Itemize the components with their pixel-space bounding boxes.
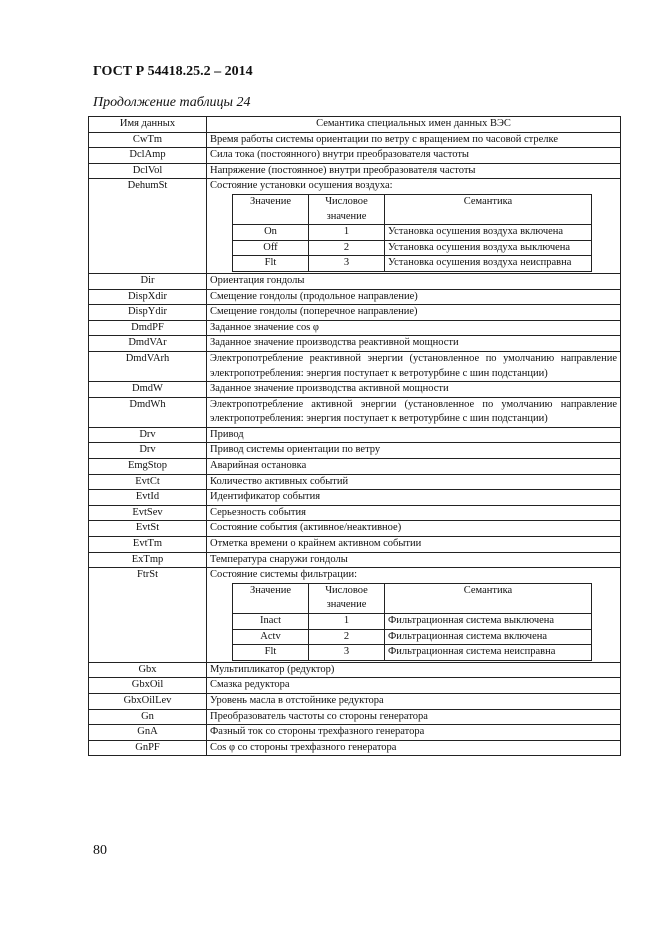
data-name-cell: EvtSev: [89, 505, 207, 521]
table-row: [89, 382, 621, 398]
data-name-cell: DmdWh: [89, 397, 207, 427]
sub-header-semantics: Семантика: [385, 194, 592, 224]
semantics-cell: Cos φ со стороны трехфазного генератора: [207, 740, 621, 756]
data-names-table: [88, 116, 621, 756]
semantics-cell: Время работы системы ориентации по ветру с вращением по часовой стрелке: [207, 132, 621, 148]
table-row: [89, 320, 621, 336]
table-row: [89, 490, 621, 506]
table-row: [89, 662, 621, 678]
sub-semantics-cell: Фильтрационная система выключена: [385, 614, 592, 630]
table-row: [89, 427, 621, 443]
semantics-cell: Фазный ток со стороны трехфазного генератора: [207, 725, 621, 741]
sub-row: [233, 256, 592, 272]
semantics-cell: Заданное значение производства активной мощности: [207, 382, 621, 398]
sub-number-cell: 2: [309, 629, 385, 645]
sub-header-row: [233, 583, 592, 613]
sub-value-cell: Actv: [233, 629, 309, 645]
page-number: 80: [93, 843, 107, 858]
data-name-cell: DmdVArh: [89, 351, 207, 381]
sub-row: [233, 240, 592, 256]
semantics-cell: Уровень масла в отстойнике редуктора: [207, 693, 621, 709]
semantics-cell: Смещение гондолы (поперечное направление): [207, 305, 621, 321]
sub-number-cell: 1: [309, 614, 385, 630]
sub-value-cell: On: [233, 225, 309, 241]
table-row: [89, 443, 621, 459]
data-name-cell: EmgStop: [89, 459, 207, 475]
sub-semantics-cell: Установка осушения воздуха включена: [385, 225, 592, 241]
data-name-cell: Dir: [89, 273, 207, 289]
sub-value-cell: Flt: [233, 256, 309, 272]
semantics-cell: Серьезность события: [207, 505, 621, 521]
data-name-cell: EvtTm: [89, 537, 207, 553]
sub-number-cell: 2: [309, 240, 385, 256]
table-row: [89, 552, 621, 568]
sub-value-cell: Off: [233, 240, 309, 256]
table-row: [89, 289, 621, 305]
semantics-cell: Состояние события (активное/неактивное): [207, 521, 621, 537]
sub-row: [233, 629, 592, 645]
sub-header-row: [233, 194, 592, 224]
column-header-name: Имя данных: [89, 117, 207, 133]
table-row-dehumst: [89, 179, 621, 274]
data-name-cell: DmdVAr: [89, 336, 207, 352]
sub-value-cell: Inact: [233, 614, 309, 630]
column-header-semantics: Семантика специальных имен данных ВЭС: [207, 117, 621, 133]
table-row: [89, 273, 621, 289]
semantics-cell: Электропотребление активной энергии (установленное по умолчанию направление электропотребления: энергия поступает к ветротурбине с шин подстанции): [207, 397, 621, 427]
data-name-cell: GnPF: [89, 740, 207, 756]
sub-value-cell: Flt: [233, 645, 309, 661]
sub-semantics-cell: Фильтрационная система включена: [385, 629, 592, 645]
sub-header-number: Числовое значение: [309, 583, 385, 613]
table-row: [89, 693, 621, 709]
semantics-cell: Заданное значение cos φ: [207, 320, 621, 336]
data-name-cell: DclVol: [89, 163, 207, 179]
semantics-cell: Количество активных событий: [207, 474, 621, 490]
semantics-cell: [207, 568, 621, 663]
semantics-cell: [207, 179, 621, 274]
semantics-cell: Привод системы ориентации по ветру: [207, 443, 621, 459]
sub-number-cell: 1: [309, 225, 385, 241]
sub-header-value: Значение: [233, 194, 309, 224]
table-row: [89, 505, 621, 521]
table-row: [89, 725, 621, 741]
semantics-cell: Привод: [207, 427, 621, 443]
filter-values-table: [232, 583, 592, 661]
sub-number-cell: 3: [309, 645, 385, 661]
semantics-cell: Мультипликатор (редуктор): [207, 662, 621, 678]
table-row: [89, 163, 621, 179]
data-name-cell: Drv: [89, 443, 207, 459]
data-name-cell: ExTmp: [89, 552, 207, 568]
data-name-cell: GbxOil: [89, 678, 207, 694]
table-row: [89, 132, 621, 148]
table-row: [89, 474, 621, 490]
data-name-cell: CwTm: [89, 132, 207, 148]
table-row-ftrst: [89, 568, 621, 663]
sub-row: [233, 225, 592, 241]
semantics-cell: Преобразователь частоты со стороны генератора: [207, 709, 621, 725]
semantics-text: Состояние установки осушения воздуха:: [210, 180, 393, 192]
document-title: ГОСТ Р 54418.25.2 – 2014: [93, 64, 253, 79]
sub-header-semantics: Семантика: [385, 583, 592, 613]
table-row: [89, 148, 621, 164]
data-name-cell: FtrSt: [89, 568, 207, 663]
sub-number-cell: 3: [309, 256, 385, 272]
table-row: [89, 537, 621, 553]
semantics-cell: Сила тока (постоянного) внутри преобразователя частоты: [207, 148, 621, 164]
table-row: [89, 521, 621, 537]
data-name-cell: EvtCt: [89, 474, 207, 490]
data-name-cell: DehumSt: [89, 179, 207, 274]
table-row: [89, 740, 621, 756]
data-name-cell: DispXdir: [89, 289, 207, 305]
data-name-cell: GbxOilLev: [89, 693, 207, 709]
table-row: [89, 305, 621, 321]
sub-semantics-cell: Установка осушения воздуха выключена: [385, 240, 592, 256]
data-name-cell: Gbx: [89, 662, 207, 678]
sub-row: [233, 645, 592, 661]
table-row: [89, 397, 621, 427]
table-header-row: [89, 117, 621, 133]
data-name-cell: Gn: [89, 709, 207, 725]
table-row: [89, 351, 621, 381]
semantics-text: Состояние системы фильтрации:: [210, 569, 357, 581]
dehum-values-table: [232, 194, 592, 272]
semantics-cell: Смещение гондолы (продольное направление): [207, 289, 621, 305]
data-name-cell: GnA: [89, 725, 207, 741]
data-name-cell: DispYdir: [89, 305, 207, 321]
table-caption: Продолжение таблицы 24: [93, 95, 251, 110]
table-row: [89, 459, 621, 475]
table-row: [89, 336, 621, 352]
data-name-cell: EvtId: [89, 490, 207, 506]
sub-semantics-cell: Установка осушения воздуха неисправна: [385, 256, 592, 272]
semantics-cell: Аварийная остановка: [207, 459, 621, 475]
data-name-cell: Drv: [89, 427, 207, 443]
semantics-cell: Отметка времени о крайнем активном событии: [207, 537, 621, 553]
sub-header-value: Значение: [233, 583, 309, 613]
table-row: [89, 678, 621, 694]
semantics-cell: Ориентация гондолы: [207, 273, 621, 289]
sub-header-number: Числовое значение: [309, 194, 385, 224]
data-name-cell: DmdPF: [89, 320, 207, 336]
semantics-cell: Температура снаружи гондолы: [207, 552, 621, 568]
data-name-cell: DclAmp: [89, 148, 207, 164]
semantics-cell: Смазка редуктора: [207, 678, 621, 694]
semantics-cell: Напряжение (постоянное) внутри преобразователя частоты: [207, 163, 621, 179]
sub-semantics-cell: Фильтрационная система неисправна: [385, 645, 592, 661]
data-name-cell: EvtSt: [89, 521, 207, 537]
semantics-cell: Заданное значение производства реактивной мощности: [207, 336, 621, 352]
table-row: [89, 709, 621, 725]
semantics-cell: Идентификатор события: [207, 490, 621, 506]
data-name-cell: DmdW: [89, 382, 207, 398]
semantics-cell: Электропотребление реактивной энергии (установленное по умолчанию направление электропотребления: энергия поступает к ветротурбине с шин подстанции): [207, 351, 621, 381]
sub-row: [233, 614, 592, 630]
